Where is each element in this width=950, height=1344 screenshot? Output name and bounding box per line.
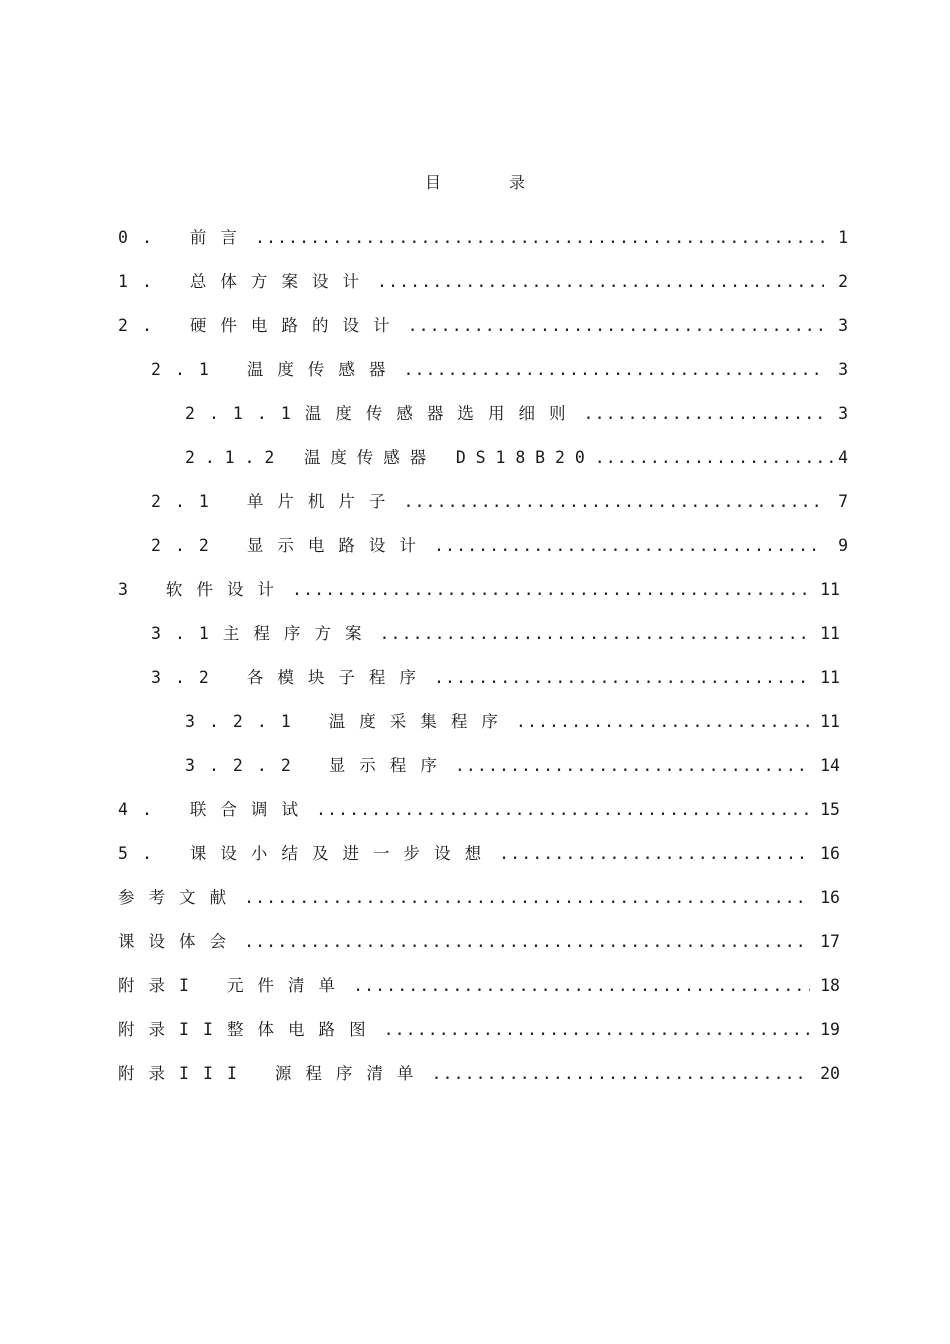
toc-entry-page: 17 <box>820 932 840 951</box>
toc-entry-label: 2.1 单片机片子 <box>151 492 400 511</box>
toc-entry-label: 3.2 各模块子程序 <box>151 668 430 687</box>
toc-entry[interactable] <box>118 224 848 268</box>
toc-entry[interactable] <box>118 620 840 664</box>
toc-leader-dots <box>377 272 824 291</box>
toc-entry[interactable] <box>118 444 848 488</box>
toc-leader-dots <box>244 888 810 907</box>
toc-leader-dots <box>380 624 811 643</box>
toc-leader-dots <box>499 844 810 863</box>
toc-leader-dots <box>584 404 824 423</box>
toc-leader-dots <box>595 448 834 467</box>
toc-leader-dots <box>384 1020 811 1039</box>
toc-entry[interactable] <box>118 840 840 884</box>
toc-entry-page: 11 <box>820 712 840 731</box>
toc-leader-dots <box>353 976 810 995</box>
toc-entry[interactable] <box>118 356 848 400</box>
toc-leader-dots <box>432 1064 811 1083</box>
toc-entry-label: 2.1.2 温度传感器 DS18B20 <box>185 448 595 467</box>
toc-entry[interactable] <box>118 796 840 840</box>
toc-entry-page: 9 <box>838 536 848 555</box>
toc-entry-label: 5. 课设小结及进一步设想 <box>118 844 496 863</box>
toc-entry-page: 20 <box>820 1064 840 1083</box>
toc-leader-dots <box>434 668 810 687</box>
toc-entry[interactable] <box>118 312 848 356</box>
toc-title <box>0 170 950 193</box>
toc-title-right: 录 <box>509 173 526 192</box>
toc-entry[interactable] <box>118 664 840 708</box>
toc-leader-dots <box>516 712 810 731</box>
toc-entry[interactable] <box>118 1016 840 1060</box>
toc-leader-dots <box>455 756 810 775</box>
toc-entry-page: 18 <box>820 976 840 995</box>
toc-entry[interactable] <box>118 708 840 752</box>
toc-entry-page: 1 <box>838 228 848 247</box>
toc-entry-label: 2.1 温度传感器 <box>151 360 400 379</box>
toc-entry-page: 16 <box>820 888 840 907</box>
toc-entry[interactable] <box>118 972 840 1016</box>
toc-entry[interactable] <box>118 928 840 972</box>
toc-entry-page: 11 <box>820 624 840 643</box>
toc-entry-page: 3 <box>838 360 848 379</box>
toc-entry-page: 4 <box>838 448 848 467</box>
toc-entry-label: 2.1.1温度传感器选用细则 <box>185 404 580 423</box>
toc-entry-label: 3.2.2 显示程序 <box>185 756 451 775</box>
toc-entry-page: 7 <box>838 492 848 511</box>
toc-leader-dots <box>403 492 824 511</box>
toc-entry[interactable] <box>118 488 848 532</box>
toc-entry[interactable] <box>118 268 848 312</box>
toc-leader-dots <box>255 228 824 247</box>
toc-entry-label: 参考文献 <box>118 888 241 907</box>
toc-entry[interactable] <box>118 532 848 576</box>
toc-leader-dots <box>316 800 810 819</box>
toc-entry-label: 3.1主程序方案 <box>151 624 376 643</box>
toc-entry-label: 3 软件设计 <box>118 580 289 599</box>
toc-leader-dots <box>434 536 824 555</box>
toc-entry-page: 16 <box>820 844 840 863</box>
toc-entry-page: 3 <box>838 404 848 423</box>
toc-entry[interactable] <box>118 884 840 928</box>
toc-leader-dots <box>403 360 824 379</box>
toc-entry[interactable] <box>118 752 840 796</box>
table-of-contents <box>118 224 848 1104</box>
toc-entry[interactable] <box>118 1060 840 1104</box>
toc-leader-dots <box>408 316 824 335</box>
toc-entry-page: 14 <box>820 756 840 775</box>
toc-entry-label: 4. 联合调试 <box>118 800 312 819</box>
toc-entry-page: 19 <box>820 1020 840 1039</box>
toc-entry-page: 11 <box>820 668 840 687</box>
toc-entry-page: 2 <box>838 272 848 291</box>
toc-leader-dots <box>292 580 810 599</box>
toc-entry-label: 附录I 元件清单 <box>118 976 350 995</box>
toc-entry[interactable] <box>118 576 840 620</box>
toc-entry-label: 2.2 显示电路设计 <box>151 536 430 555</box>
toc-entry-label: 3.2.1 温度采集程序 <box>185 712 512 731</box>
toc-entry-label: 课设体会 <box>118 932 241 951</box>
toc-leader-dots <box>244 932 810 951</box>
toc-title-left: 目 <box>424 173 441 192</box>
toc-entry-page: 15 <box>820 800 840 819</box>
toc-entry-page: 3 <box>838 316 848 335</box>
toc-entry-page: 11 <box>820 580 840 599</box>
toc-entry[interactable] <box>118 400 848 444</box>
toc-entry-label: 附录III 源程序清单 <box>118 1064 428 1083</box>
toc-entry-label: 0. 前言 <box>118 228 251 247</box>
toc-entry-label: 附录II整体电路图 <box>118 1020 380 1039</box>
toc-entry-label: 2. 硬件电路的设计 <box>118 316 404 335</box>
toc-entry-label: 1. 总体方案设计 <box>118 272 374 291</box>
